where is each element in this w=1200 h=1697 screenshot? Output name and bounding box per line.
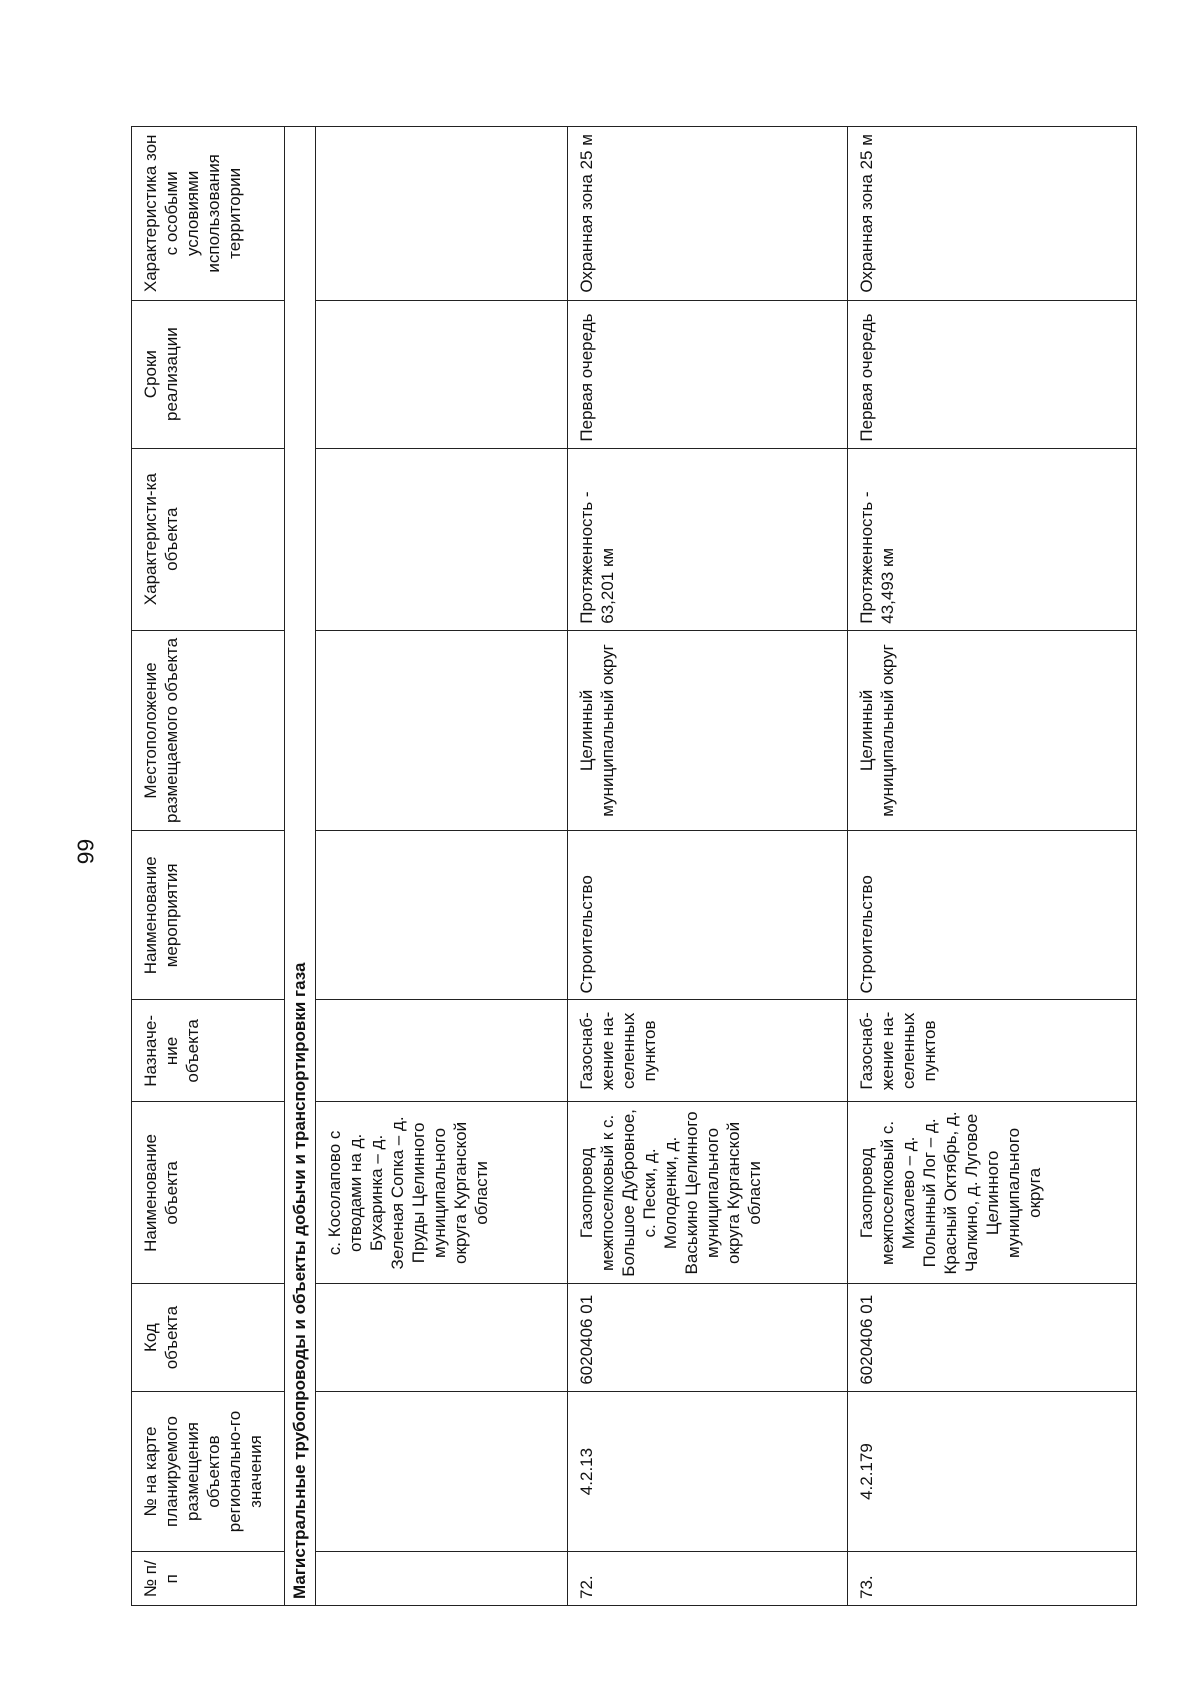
section-row	[285, 127, 316, 1606]
cell-num: 73.	[848, 1552, 1137, 1606]
rotated-page-content	[131, 126, 1131, 1606]
cell-measure: Строительство	[848, 831, 1137, 1000]
cell-code: 6020406 01	[568, 1284, 848, 1391]
header-name: Наименование объекта	[132, 1102, 285, 1284]
objects-table	[131, 126, 1137, 1606]
cell-name: Газопровод межпоселковый к с. Большое Дубровное, с. Пески, д. Молоденки, д. Васькино Целинного муниципального округа Курганской области	[568, 1102, 848, 1284]
table-row	[316, 127, 568, 1606]
header-purpose: Назначе-ние объекта	[132, 1000, 285, 1102]
table-header-row	[132, 127, 285, 1606]
cell-characteristic: Протяженность - 43,493 км	[848, 448, 1137, 630]
cell-zones	[316, 127, 568, 301]
cell-map-num: 4.2.179	[848, 1391, 1137, 1552]
cell-name: Газопровод межпоселковый с. Михалево – д. Полынный Лог – д. Красный Октябрь, д. Чалкино, д. Луговое Целинного муниципального округа	[848, 1102, 1137, 1284]
table-row	[568, 127, 848, 1606]
cell-purpose: Газоснаб-жение на-селенных пунктов	[568, 1000, 848, 1102]
cell-code	[316, 1284, 568, 1391]
header-map-num: № на карте планируемого размещения объектов регионально-го значения	[132, 1391, 285, 1552]
cell-num	[316, 1552, 568, 1606]
header-characteristic: Характеристи-ка объекта	[132, 448, 285, 630]
header-measure: Наименование мероприятия	[132, 831, 285, 1000]
cell-timing	[316, 300, 568, 448]
cell-timing: Первая очередь	[568, 300, 848, 448]
cell-map-num	[316, 1391, 568, 1552]
cell-location: Целинный муниципальный округ	[848, 630, 1137, 830]
cell-num: 72.	[568, 1552, 848, 1606]
header-location: Местоположение размещаемого объекта	[132, 630, 285, 830]
cell-purpose	[316, 1000, 568, 1102]
cell-name: с. Косолапово с отводами на д. Бухаринка – д. Зеленая Сопка – д. Пруды Целинного муниципального округа Курганской области	[316, 1102, 568, 1284]
page-number: 66	[72, 838, 99, 865]
cell-characteristic: Протяженность - 63,201 км	[568, 448, 848, 630]
cell-zones: Охранная зона 25 м	[568, 127, 848, 301]
cell-timing: Первая очередь	[848, 300, 1137, 448]
cell-measure	[316, 831, 568, 1000]
header-code: Код объекта	[132, 1284, 285, 1391]
cell-zones: Охранная зона 25 м	[848, 127, 1137, 301]
section-title: Магистральные трубопроводы и объекты добычи и транспортировки газа	[285, 127, 316, 1606]
cell-location: Целинный муниципальный округ	[568, 630, 848, 830]
table-row	[848, 127, 1137, 1606]
cell-characteristic	[316, 448, 568, 630]
header-zones: Характеристика зон с особыми условиями использования территории	[132, 127, 285, 301]
cell-measure: Строительство	[568, 831, 848, 1000]
header-timing: Сроки реализации	[132, 300, 285, 448]
cell-purpose: Газоснаб-жение на-селенных пунктов	[848, 1000, 1137, 1102]
cell-code: 6020406 01	[848, 1284, 1137, 1391]
cell-location	[316, 630, 568, 830]
header-num: № п/п	[132, 1552, 285, 1606]
cell-map-num: 4.2.13	[568, 1391, 848, 1552]
